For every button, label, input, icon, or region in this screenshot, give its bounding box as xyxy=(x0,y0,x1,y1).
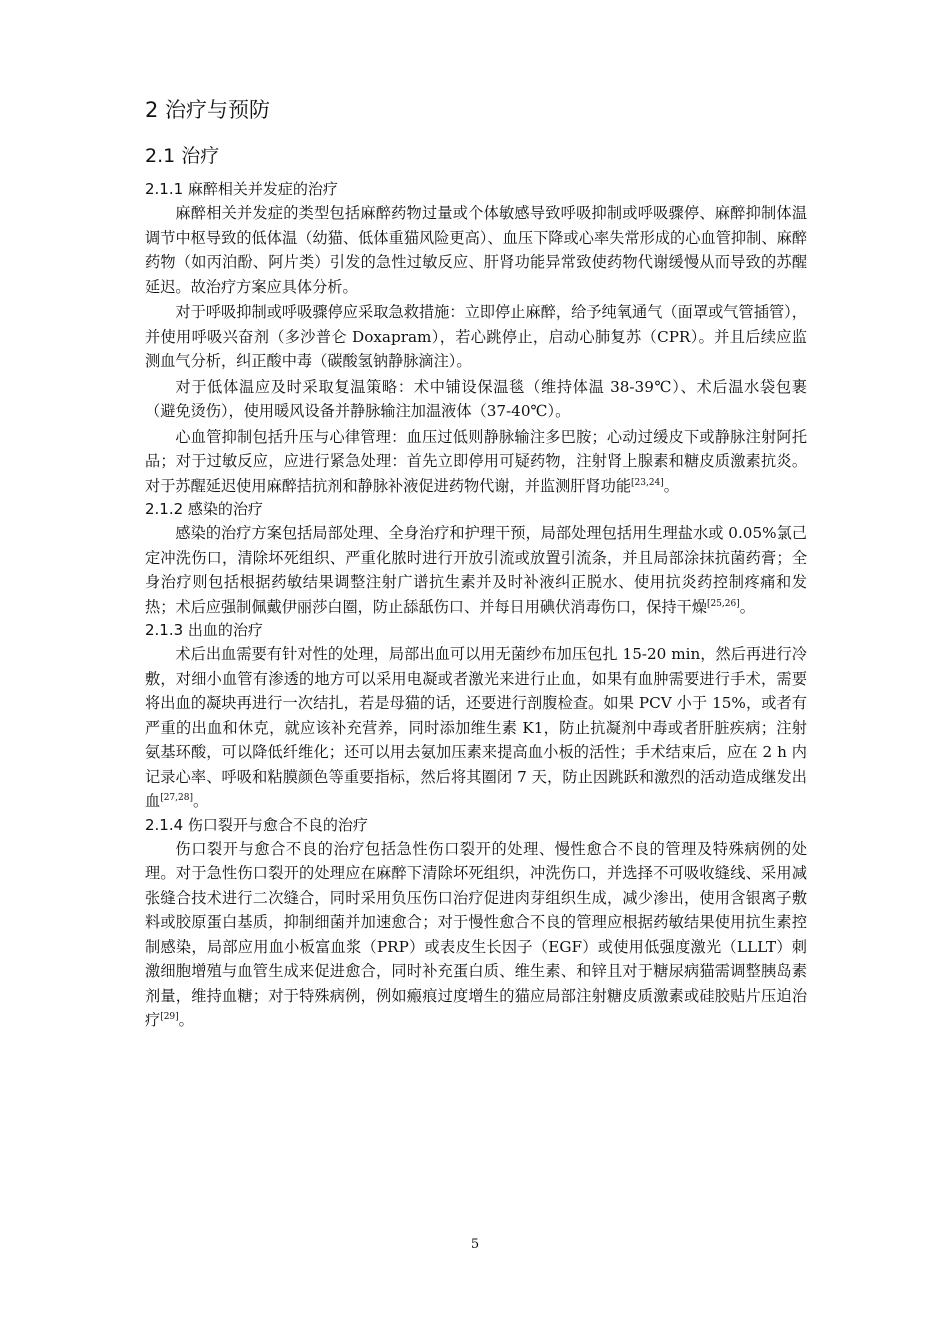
subsection-title-anesthesia: 2.1.1 麻醉相关并发症的治疗 xyxy=(145,180,338,198)
paragraph: 感染的治疗方案包括局部处理、全身治疗和护理干预，局部处理包括用生理盐水或 0.05%氯己定冲洗伤口，清除坏死组织、严重化脓时进行开放引流或放置引流条，并且局部涂抹抗菌药膏；全身治疗则包括根据药敏结果调整注射广谱抗生素并及时补液纠正脱水、使用抗炎药控制疼痛和发热；术后应强制佩戴伊丽莎白圈，防止舔舐伤口、并每日用碘伏消毒伤口，保持干燥[25,26]。 xyxy=(145,524,807,616)
paragraph: 术后出血需要有针对性的处理，局部出血可以用无菌纱布加压包扎 15-20 min，然后再进行冷敷，对细小血管有渗透的地方可以采用电凝或者激光来进行止血，如果有血肿需要进行手术，需要将出血的凝块再进行一次结扎，若是母猫的话，还要进行剖腹检查。如果 PCV 小于 15%，或者有严重的出血和休克，就应该补充营养，同时添加维生素 K1，防止抗凝剂中毒或者肝脏疾病；注射氨基环酸，可以降低纤维化；还可以用去氨加压素来提高血小板的活性；手术结束后，应在 2 h 内记录心率、呼吸和粘膜颜色等重要指标，然后将其圈闭 7 天，防止因跳跃和激烈的活动造成继发出血[27,28]。 xyxy=(145,645,807,810)
citation: [25,26] xyxy=(706,598,740,609)
section-heading: 2.1 治疗 xyxy=(145,145,220,167)
subsection-title-wound: 2.1.4 伤口裂开与愈合不良的治疗 xyxy=(145,815,368,834)
subsection-title-bleeding: 2.1.3 出血的治疗 xyxy=(145,621,263,639)
paragraph: 心血管抑制包括升压与心律管理：血压过低则静脉输注多巴胺；心动过缓皮下或静脉注射阿托品；对于过敏反应，应进行紧急处理：首先立即停用可疑药物，注射肾上腺素和糖皮质激素抗炎。对于苏醒延迟使用麻醉拮抗剂和静脉补液促进药物代谢，并监测肝肾功能[23,24]。 xyxy=(145,427,807,495)
chapter-heading: 2 治疗与预防 xyxy=(145,98,271,122)
page-number: 5 xyxy=(470,1237,480,1252)
document-body xyxy=(145,96,807,1034)
paragraph: 对于低体温应及时采取复温策略：术中铺设保温毯（维持体温 38-39℃）、术后温水袋包裹（避免烫伤），使用暖风设备并静脉输注加温液体（37-40℃）。 xyxy=(145,377,807,420)
subsection-title-infection: 2.1.2 感染的治疗 xyxy=(145,500,263,518)
paragraph: 麻醉相关并发症的类型包括麻醉药物过量或个体敏感导致呼吸抑制或呼吸骤停、麻醉抑制体温调节中枢导致的低体温（幼猫、低体重猫风险更高）、血压下降或心率失常形成的心血管抑制、麻醉药物（如丙泊酚、阿片类）引发的急性过敏反应、肝肾功能异常致使药物代谢缓慢从而导致的苏醒延迟。故治疗方案应具体分析。 xyxy=(145,204,807,296)
citation: [29] xyxy=(160,1011,179,1022)
citation: [23,24] xyxy=(631,477,664,488)
citation: [27,28] xyxy=(160,792,193,803)
paragraph: 伤口裂开与愈合不良的治疗包括急性伤口裂开的处理、慢性愈合不良的管理及特殊病例的处理。对于急性伤口裂开的处理应在麻醉下清除坏死组织，冲洗伤口，并选择不可吸收缝线、采用减张缝合技术进行二次缝合，同时采用负压伤口治疗促进肉芽组织生成，减少渗出，使用含银离子敷料或胶原蛋白基质，抑制细菌并加速愈合；对于慢性愈合不良的管理应根据药敏结果使用抗生素控制感染，局部应用血小板富血浆（PRP）或表皮生长因子（EGF）或使用低强度激光（LLLT）刺激细胞增殖与血管生成来促进愈合，同时补充蛋白质、维生素、和锌且对于糖尿病猫需调整胰岛素剂量，维持血糖；对于特殊病例，例如瘢痕过度增生的猫应局部注射糖皮质激素或硅胶贴片压迫治疗[29]。 xyxy=(145,839,807,1029)
paragraph: 对于呼吸抑制或呼吸骤停应采取急救措施：立即停止麻醉，给予纯氧通气（面罩或气管插管），并使用呼吸兴奋剂（多沙普仑 Doxapram），若心跳停止，启动心肺复苏（CPR）。并且后续应监测血气分析，纠正酸中毒（碳酸氢钠静脉滴注）。 xyxy=(145,303,807,370)
